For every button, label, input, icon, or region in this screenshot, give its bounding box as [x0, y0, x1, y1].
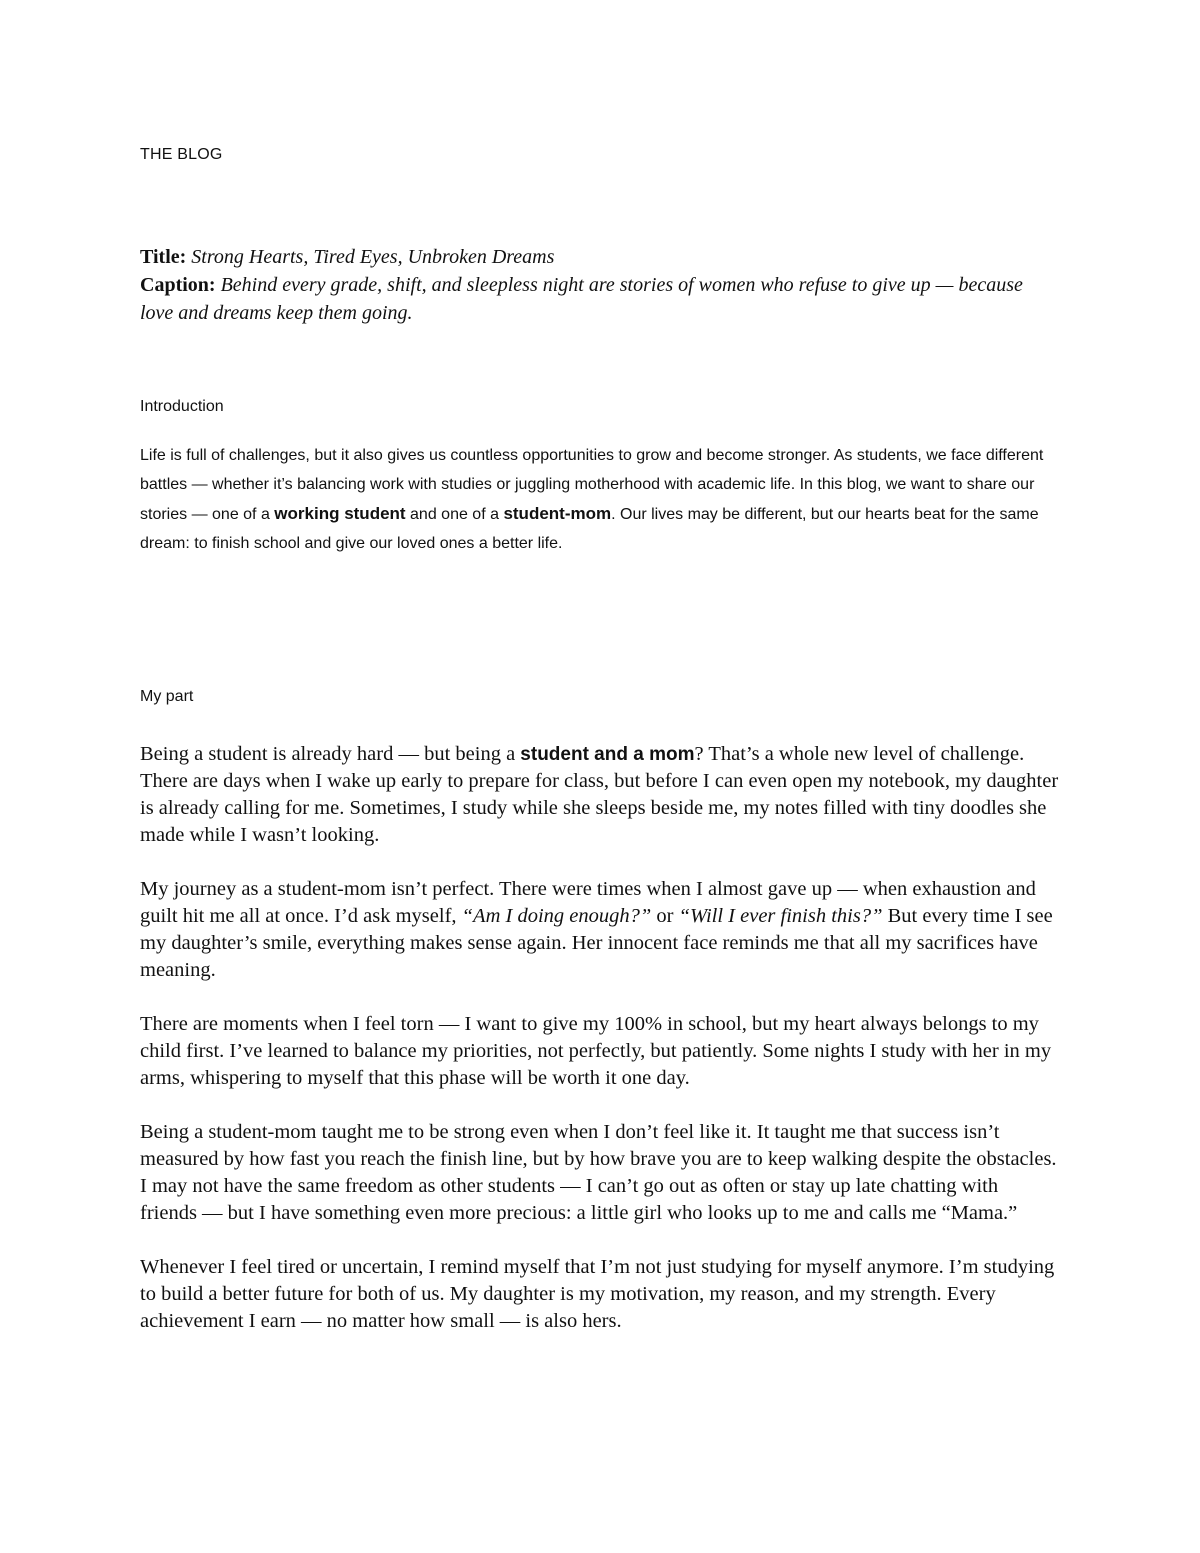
- intro-text-2: and one of a: [405, 506, 504, 523]
- introduction-paragraph: [140, 441, 1060, 558]
- blog-label: THE BLOG: [140, 146, 223, 163]
- my-part-body: [140, 741, 1060, 1362]
- story-p2-quote-1: “Am I doing enough?”: [461, 905, 652, 927]
- intro-bold-student-mom: student-mom: [503, 504, 612, 523]
- story-paragraph: There are moments when I feel torn — I want to give my 100% in school, but my heart always belongs to my child first. I’ve learned to balance my priorities, not perfectly, but patiently. Some nights I study with her in my arms, whispering to myself that this phase will be worth it one day.: [140, 1013, 1052, 1089]
- story-p1-text-a: Being a student is already hard — but being a: [140, 743, 521, 765]
- intro-text-3: . Our lives may be different, but our hearts beat for the same dream: to finish school and give our loved ones a better life.: [140, 506, 1039, 552]
- post-caption: Behind every grade, shift, and sleepless night are stories of women who refuse to give up — because love and dreams keep them going.: [140, 274, 1023, 324]
- story-p2-text-a: My journey as a student-mom isn’t perfect. There were times when I almost gave up — when exhaustion and guilt hit me all at once. I’d ask myself,: [140, 878, 1036, 927]
- introduction-heading: Introduction: [140, 398, 224, 415]
- story-p2-or: or: [651, 905, 679, 927]
- title-label: Title:: [140, 246, 187, 268]
- caption-label: Caption:: [140, 274, 216, 296]
- intro-bold-working-student: working student: [274, 504, 406, 523]
- story-p1-bold: student and a mom: [520, 744, 695, 765]
- story-paragraph: Being a student-mom taught me to be strong even when I don’t feel like it. It taught me that success isn’t measured by how fast you reach the finish line, but by how brave you are to keep walking despite the obstacles. I may not have the same freedom as other students — I can’t go out as often or stay up late chatting with friends — but I have something even more precious: a little girl who looks up to me and calls me “Mama.”: [140, 1121, 1057, 1224]
- my-part-heading: My part: [140, 688, 194, 705]
- story-paragraph: [140, 741, 1060, 849]
- story-p1-text-b: ? That’s a whole new level of challenge. There are days when I wake up early to prepare for class, but before I can even open my notebook, my daughter is already calling for me. Sometimes, I study while she sleeps beside me, my notes filled with tiny doodles she made while I wasn’t looking.: [140, 743, 1059, 846]
- story-paragraph: [140, 876, 1060, 984]
- story-p2-text-b: But every time I see my daughter’s smile, everything makes sense again. Her innocent face reminds me that all my sacrifices have meaning.: [140, 905, 1053, 981]
- post-title: Strong Hearts, Tired Eyes, Unbroken Dreams: [191, 246, 555, 268]
- title-line: [140, 243, 1060, 271]
- intro-text-1: Life is full of challenges, but it also gives us countless opportunities to grow and become stronger. As students, we face different battles — whether it’s balancing work with studies or juggling motherhood with academic life. In this blog, we want to share our stories — one of a: [140, 447, 1044, 523]
- title-block: [140, 243, 1060, 327]
- story-p2-quote-2: “Will I ever finish this?”: [678, 905, 883, 927]
- story-paragraph: Whenever I feel tired or uncertain, I remind myself that I’m not just studying for myself anymore. I’m studying to build a better future for both of us. My daughter is my motivation, my reason, and my strength. Every achievement I earn — no matter how small — is also hers.: [140, 1256, 1055, 1332]
- caption-line: [140, 271, 1060, 327]
